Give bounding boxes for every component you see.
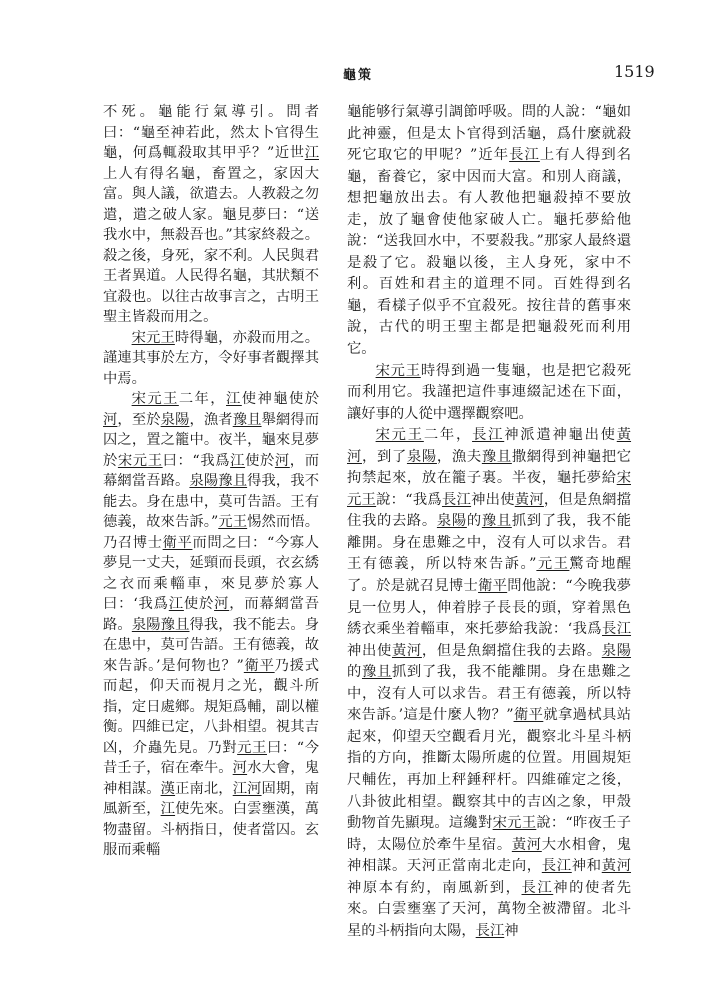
proper-name: 宋元王 — [347, 470, 631, 508]
text-run: 舉網得而囚之，置之籠中。夜半，龜來見夢於 — [103, 411, 320, 469]
text-run: ，但是魚網擋住我的去路。 — [421, 642, 602, 659]
proper-name: 泉陽 — [601, 642, 632, 659]
proper-name: 江 — [226, 391, 242, 407]
text-run: ，漁者 — [189, 411, 233, 428]
proper-name: 宋元王 — [375, 427, 424, 444]
text-run: 正南北， — [175, 780, 233, 797]
text-run: 上人有得名龜，畜置之，家因大富。與人議，欲遣去。人教殺之勿遣，遣之破人家。龜見夢曰：“送我水中，無殺吾也。”其家終殺之。殺之後，身死，家不利。人民與君王者異道。人民得名龜，其狀類不宜殺也。以往古故事言之，古明王聖主皆殺而用之。 — [103, 165, 319, 325]
proper-name: 黃河 — [601, 858, 632, 875]
text-run: 的 — [466, 513, 482, 530]
text-run: 神原本有約，南風新到， — [347, 879, 522, 896]
proper-name: 泉陽 — [131, 616, 161, 633]
text-run: 龜能够行氣導引調節呼吸。問的人說：“龜如此神靈，但是太卜官得到活龜，爲什麼就殺死它取它的甲呢？”近年 — [347, 104, 631, 164]
proper-name: 漢 — [160, 780, 176, 797]
text-run: 使於 — [245, 452, 275, 469]
proper-name: 長江 — [441, 491, 472, 508]
text-run: 抓到了我，我不能離開。身在患難之中，沒有人可以求告。君王有德義，所以特來告訴。” — [347, 513, 632, 573]
proper-name: 泉陽 — [436, 513, 467, 530]
proper-name: 衛平 — [478, 578, 508, 595]
text-run: 上有人得到名龜，畜養它，家中因而大富。和別人商議，想把龜放出去。有人教他把龜殺掉不要放走，放了龜會使他家破人亡。龜托夢給他說：“送我回水中，不要殺我。”那家人最終還是殺了它。殺龜以後，主人身死，家中不利。百姓和君主的道理不同。百姓得到名龜，看樣子似乎不宜殺死。按往昔的舊事來說，古代的明王聖主都是把龜殺死而利用它。 — [347, 147, 632, 358]
text-run: 水大會，鬼神相謀。 — [103, 760, 320, 797]
running-title: 龜策 — [342, 68, 373, 83]
proper-name: 宋元王 — [117, 452, 163, 469]
text-run: 乃援式而起，仰天而視月之光，觀斗所指，定日處鄉。規矩爲輔，副以權衡。四維已定，八卦相望。視其吉凶，介蟲先見。乃對 — [103, 657, 320, 756]
proper-name: 河 — [103, 411, 118, 428]
text-run: ，而幕網當吾路。 — [103, 452, 319, 489]
proper-name: 江 — [168, 596, 184, 612]
proper-name: 元王 — [237, 739, 267, 756]
text-run: 曰：“我爲 — [162, 452, 231, 469]
proper-name: 河 — [274, 452, 290, 469]
proper-name: 江 — [230, 452, 246, 469]
proper-name: 豫且 — [160, 616, 190, 633]
text-run: 時得龜，亦殺而用之。謹連其事於左方，令好事者觀擇其中焉。 — [103, 329, 320, 387]
proper-name: 黃河 — [391, 642, 422, 659]
text-run: 說：“昨夜壬子時，太陽位於牽牛星宿。 — [347, 815, 631, 853]
proper-name: 豫且 — [218, 473, 248, 489]
proper-name: 江 — [160, 801, 176, 817]
proper-name: 宋元王 — [131, 329, 175, 346]
text-run: 使神龜使於 — [241, 391, 320, 407]
paragraph — [347, 361, 631, 426]
proper-name: 豫且 — [481, 448, 512, 465]
proper-name: 泉陽 — [189, 473, 219, 489]
text-run: 神出使 — [471, 491, 515, 508]
proper-name: 河 — [247, 780, 262, 797]
text-run: 抓到了我，我不能離開。身在患難之中，沒有人可以求告。君王有德義，所以特來告訴。’這是什麼人物？” — [347, 664, 632, 724]
text-run: ，而幕網當吾路。 — [103, 596, 320, 633]
text-run: 神和 — [571, 858, 602, 875]
translation-text-column — [347, 102, 631, 942]
proper-name: 江 — [232, 780, 248, 797]
text-run: ，但是魚網擋住我的去路。 — [347, 491, 631, 530]
text-run: 神派遣神龜出使 — [504, 427, 617, 444]
proper-name: 河 — [232, 760, 248, 776]
proper-name: 長江 — [475, 922, 505, 939]
text-run: 而問之曰：“今寡人夢見一丈夫，延頸而長頭，衣玄綉之衣而乘輜車，來見夢於寡人曰：‘我爲 — [103, 534, 319, 612]
text-run: 大水相會，鬼神相謀。天河正當南北走向， — [347, 836, 632, 875]
text-run: 問他說：“今晚我夢見一位男人，伸着脖子長長的頭，穿着黑色綉衣乘坐着輜車，來托夢給我說：‘我爲 — [347, 578, 631, 638]
text-run: 撒網得到神龜把它拘禁起來，放在籠子裏。半夜，龜托夢給 — [347, 448, 632, 487]
proper-name: 衛平 — [162, 534, 193, 551]
text-run: 使於 — [183, 596, 215, 612]
proper-name: 泉陽 — [160, 411, 190, 428]
paragraph — [103, 389, 319, 861]
text-run: 說：“我爲 — [376, 491, 442, 508]
text-run: 的 — [347, 664, 362, 681]
text-run: 二年， — [423, 427, 473, 444]
proper-name: 長江 — [521, 879, 554, 896]
text-run: 不死。龜能行氣導引。問者曰：“龜至神若此，然太卜官得生龜，何爲輒殺取其甲乎？”近世 — [103, 104, 319, 161]
page-number: 1519 — [614, 62, 655, 81]
proper-name: 宋元王 — [131, 391, 179, 407]
text-run: 得我，我不能去。身在患中，莫可告語。王有德義，故來告訴。” — [103, 473, 320, 530]
proper-name: 元王 — [536, 556, 570, 573]
text-run: ，至於 — [117, 411, 161, 428]
text-run: 神 — [504, 922, 519, 939]
proper-name: 泉陽 — [406, 448, 437, 465]
proper-name: 豫且 — [361, 664, 392, 681]
text-run: ，漁夫 — [436, 448, 482, 465]
proper-name: 宋元王 — [375, 362, 421, 379]
proper-name: 元王 — [218, 514, 248, 530]
proper-name: 豫且 — [481, 513, 512, 530]
text-run: 固期，南風新至， — [103, 780, 320, 817]
proper-name: 黃河 — [511, 836, 542, 853]
proper-name: 河 — [214, 596, 230, 612]
text-run: 就拿過栻具站起來，仰望天空觀看月光，觀察北斗星斗柄指的方向，推斷太陽所處的位置。用圓規矩尺輔佐，再加上秤錘秤杆。四維確定之後，八卦彼此相望。觀察其中的吉凶之象，甲殼動物首先顯現。這纔對 — [347, 707, 632, 832]
proper-name: 長江 — [541, 858, 572, 875]
text-run: 時得到過一隻龜，也是把它殺死而利用它。我謹把這件事連綴記述在下面，讓好事的人從中選擇觀察吧。 — [347, 362, 632, 422]
paragraph — [347, 425, 631, 942]
text-run: 曰：“今昔壬子，宿在牽牛。 — [103, 739, 319, 776]
text-run: 驚奇地醒了。於是就召見博士 — [347, 556, 632, 595]
proper-name: 江 — [304, 145, 319, 161]
text-run: ，到了 — [361, 448, 407, 465]
proper-name: 衛平 — [513, 707, 544, 724]
proper-name: 黃河 — [514, 491, 544, 508]
proper-name: 黃河 — [347, 427, 632, 465]
text-run: 神的使者先來。白雲壅塞了天河，萬物全被滯留。北斗星的斗柄指向太陽， — [347, 879, 632, 939]
text-run: 使先來。白雲壅漢，萬物盡留。斗柄指日，使者當囚。玄服而乘輜 — [103, 801, 320, 858]
proper-name: 長江 — [472, 427, 505, 444]
proper-name: 長江 — [509, 147, 540, 164]
classical-text-column — [103, 102, 319, 861]
proper-name: 宋元王 — [492, 815, 537, 832]
text-run: 二年， — [178, 391, 227, 407]
proper-name: 長江 — [602, 621, 632, 638]
text-run: 神出使 — [347, 642, 392, 659]
proper-name: 豫且 — [232, 411, 262, 428]
proper-name: 衛平 — [243, 657, 275, 674]
text-run: 得我，我不能去。身在患中，莫可告語。王有德義，故來告訴。’是何物也？” — [103, 616, 320, 674]
paragraph — [347, 102, 631, 361]
paragraph — [103, 102, 319, 328]
text-run: 惕然而悟。乃召博士 — [103, 514, 320, 551]
paragraph — [103, 328, 319, 390]
